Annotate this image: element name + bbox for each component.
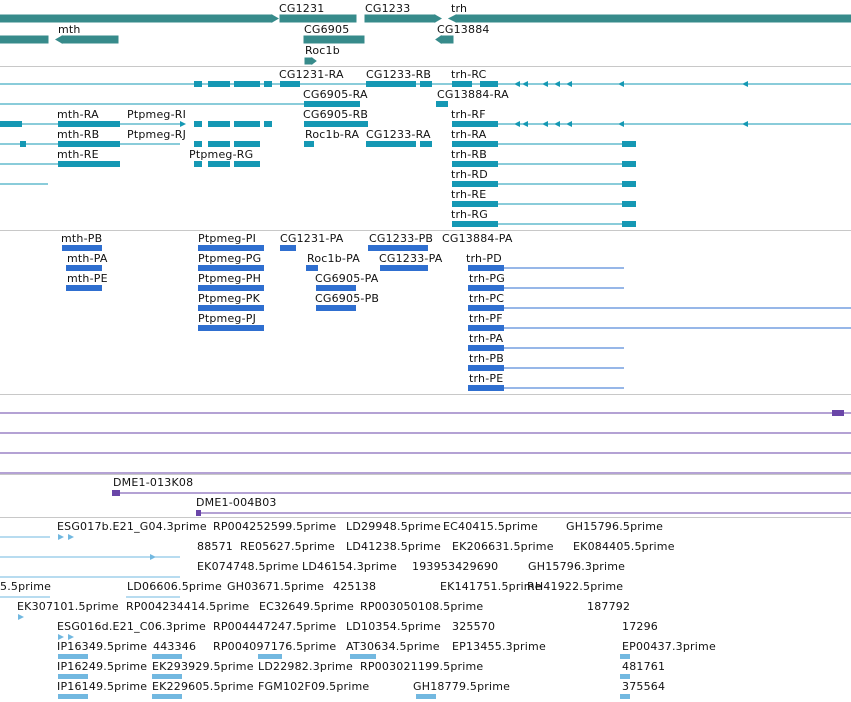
gene-bar[interactable] [0,36,48,43]
est-label[interactable]: GH15796.3prime [528,560,626,573]
transcript-label[interactable]: CG13884-RA [437,88,509,101]
gene-bar[interactable] [304,36,364,43]
clone-glyphs[interactable] [0,410,851,516]
transcript-label[interactable]: trh-RB [451,148,487,161]
transcript-label[interactable]: CG6905-RA [303,88,368,101]
est-label[interactable]: IP16349.5prime [57,640,148,653]
track-separator [0,517,851,518]
gene-label[interactable]: CG13884 [437,23,490,36]
est-label[interactable]: EK206631.5prime [452,540,554,553]
transcript-label[interactable]: Ptpmeg-RJ [127,128,187,141]
est-label[interactable]: IP16249.5prime [57,660,148,673]
est-label[interactable]: ESG017b.E21_G04.3prime [57,520,207,533]
est-label[interactable]: 443346 [153,640,197,653]
transcript-label[interactable]: CG1233-RA [366,128,431,141]
protein-label[interactable]: Ptpmeg-PJ [198,312,257,325]
clone-label[interactable]: DME1-013K08 [113,476,194,489]
gene-bar[interactable] [280,15,356,22]
est-label[interactable]: 187792 [587,600,631,613]
protein-glyphs[interactable] [62,245,851,391]
est-label[interactable]: 375564 [622,680,666,693]
protein-label[interactable]: CG13884-PA [442,232,513,245]
gene-bar[interactable] [365,15,435,22]
gene-bar[interactable] [62,36,118,43]
est-label[interactable]: EC32649.5prime [259,600,354,613]
protein-label[interactable]: trh-PA [469,332,504,345]
gene-arrow [436,36,441,43]
transcript-label[interactable]: Roc1b-RA [305,128,360,141]
est-label[interactable]: LD06606.5prime [127,580,222,593]
gene-bar[interactable] [0,15,272,22]
est-label[interactable]: LD41238.5prime [346,540,441,553]
est-label[interactable]: GH15796.5prime [566,520,664,533]
protein-label[interactable]: Roc1b-PA [307,252,360,265]
protein-label[interactable]: CG1233-PB [369,232,434,245]
protein-label[interactable]: CG1231-PA [280,232,344,245]
est-label[interactable]: EK229605.5prime [152,680,254,693]
gene-label[interactable]: CG1233 [365,2,411,15]
protein-label[interactable]: trh-PC [469,292,505,305]
est-label[interactable]: RP004234414.5prime [126,600,250,613]
est-label[interactable]: RE05627.5prime [240,540,335,553]
est-label[interactable]: EK141751.5prime [440,580,542,593]
est-label[interactable]: GH03671.5prime [227,580,325,593]
est-label[interactable]: EK074748.5prime [197,560,299,573]
est-label[interactable]: RP004252599.5prime [213,520,337,533]
transcript-label[interactable]: mth-RB [57,128,100,141]
est-label[interactable]: AT30634.5prime [346,640,440,653]
clone-label[interactable]: DME1-004B03 [196,496,277,509]
gene-label[interactable]: trh [451,2,468,15]
est-label[interactable]: LD46154.3prime [302,560,397,573]
est-label[interactable]: 481761 [622,660,666,673]
gene-label[interactable]: CG6905 [304,23,350,36]
transcript-label[interactable]: mth-RA [57,108,99,121]
gene-bar[interactable] [441,36,453,43]
transcript-label[interactable]: CG1231-RA [279,68,344,81]
protein-label[interactable]: CG6905-PB [315,292,380,305]
est-label[interactable]: EC40415.5prime [443,520,538,533]
gene-arrow [435,15,441,22]
est-label[interactable]: IP16149.5prime [57,680,148,693]
gene-glyphs[interactable] [0,15,851,64]
track-separator [0,66,851,67]
est-label[interactable]: ESG016d.E21_C06.3prime [57,620,206,633]
track-separator [0,394,851,395]
est-label[interactable]: EP00437.3prime [622,640,716,653]
protein-label[interactable]: CG1233-PA [379,252,443,265]
est-label[interactable]: 5.5prime [0,580,52,593]
est-label[interactable]: EP13455.3prime [452,640,546,653]
transcript-glyphs[interactable] [0,81,851,227]
est-label[interactable]: 193953429690 [412,560,499,573]
track-separator [0,230,851,231]
gene-arrow [272,15,278,22]
gene-arrow [312,58,316,64]
protein-label[interactable]: Ptpmeg-PH [198,272,262,285]
protein-label[interactable]: Ptpmeg-PI [198,232,257,245]
est-label[interactable]: RP004097176.5prime [213,640,337,653]
est-label[interactable]: EK084405.5prime [573,540,675,553]
est-label[interactable]: RP003021199.5prime [360,660,484,673]
track-separator [0,474,851,475]
est-label[interactable]: RH41922.5prime [527,580,624,593]
transcript-label[interactable]: CG6905-RB [303,108,369,121]
protein-label[interactable]: trh-PF [469,312,503,325]
protein-label[interactable]: trh-PB [469,352,504,365]
transcript-label[interactable]: trh-RA [451,128,487,141]
transcript-label[interactable]: trh-RD [451,168,488,181]
est-label[interactable]: RP004447247.5prime [213,620,337,633]
est-label[interactable]: EK293929.5prime [152,660,254,673]
gene-arrow [449,15,456,22]
transcript-label[interactable]: trh-RF [451,108,486,121]
protein-label[interactable]: mth-PA [67,252,108,265]
est-label[interactable]: 88571 [197,540,233,553]
transcript-label[interactable]: trh-RG [451,208,488,221]
est-label[interactable]: LD22982.3prime [258,660,353,673]
est-label[interactable]: EK307101.5prime [17,600,119,613]
transcript-label[interactable]: trh-RE [451,188,487,201]
transcript-label[interactable]: trh-RC [451,68,487,81]
est-label[interactable]: GH18779.5prime [413,680,511,693]
protein-label[interactable]: mth-PE [67,272,108,285]
transcript-label[interactable]: Ptpmeg-RI [127,108,187,121]
est-label[interactable]: FGM102F09.5prime [258,680,370,693]
transcript-label[interactable]: CG1233-RB [366,68,432,81]
protein-label[interactable]: trh-PG [469,272,505,285]
protein-label[interactable]: trh-PD [466,252,502,265]
gene-label[interactable]: mth [58,23,81,36]
est-label[interactable]: RP003050108.5prime [360,600,484,613]
gene-label[interactable]: Roc1b [305,44,340,57]
protein-label[interactable]: Ptpmeg-PG [198,252,262,265]
est-label[interactable]: LD29948.5prime [346,520,441,533]
gene-bar[interactable] [456,15,851,22]
est-label[interactable]: 325570 [452,620,496,633]
est-label[interactable]: 425138 [333,580,377,593]
gene-bar[interactable] [305,58,312,64]
gene-label[interactable]: CG1231 [279,2,325,15]
protein-label[interactable]: mth-PB [61,232,103,245]
est-label[interactable]: LD10354.5prime [346,620,441,633]
protein-label[interactable]: CG6905-PA [315,272,379,285]
transcript-label[interactable]: Ptpmeg-RG [189,148,254,161]
transcript-label[interactable]: mth-RE [57,148,99,161]
est-glyphs[interactable] [0,534,630,699]
est-label[interactable]: 17296 [622,620,658,633]
protein-label[interactable]: Ptpmeg-PK [198,292,261,305]
gene-arrow [56,36,62,43]
protein-label[interactable]: trh-PE [469,372,504,385]
